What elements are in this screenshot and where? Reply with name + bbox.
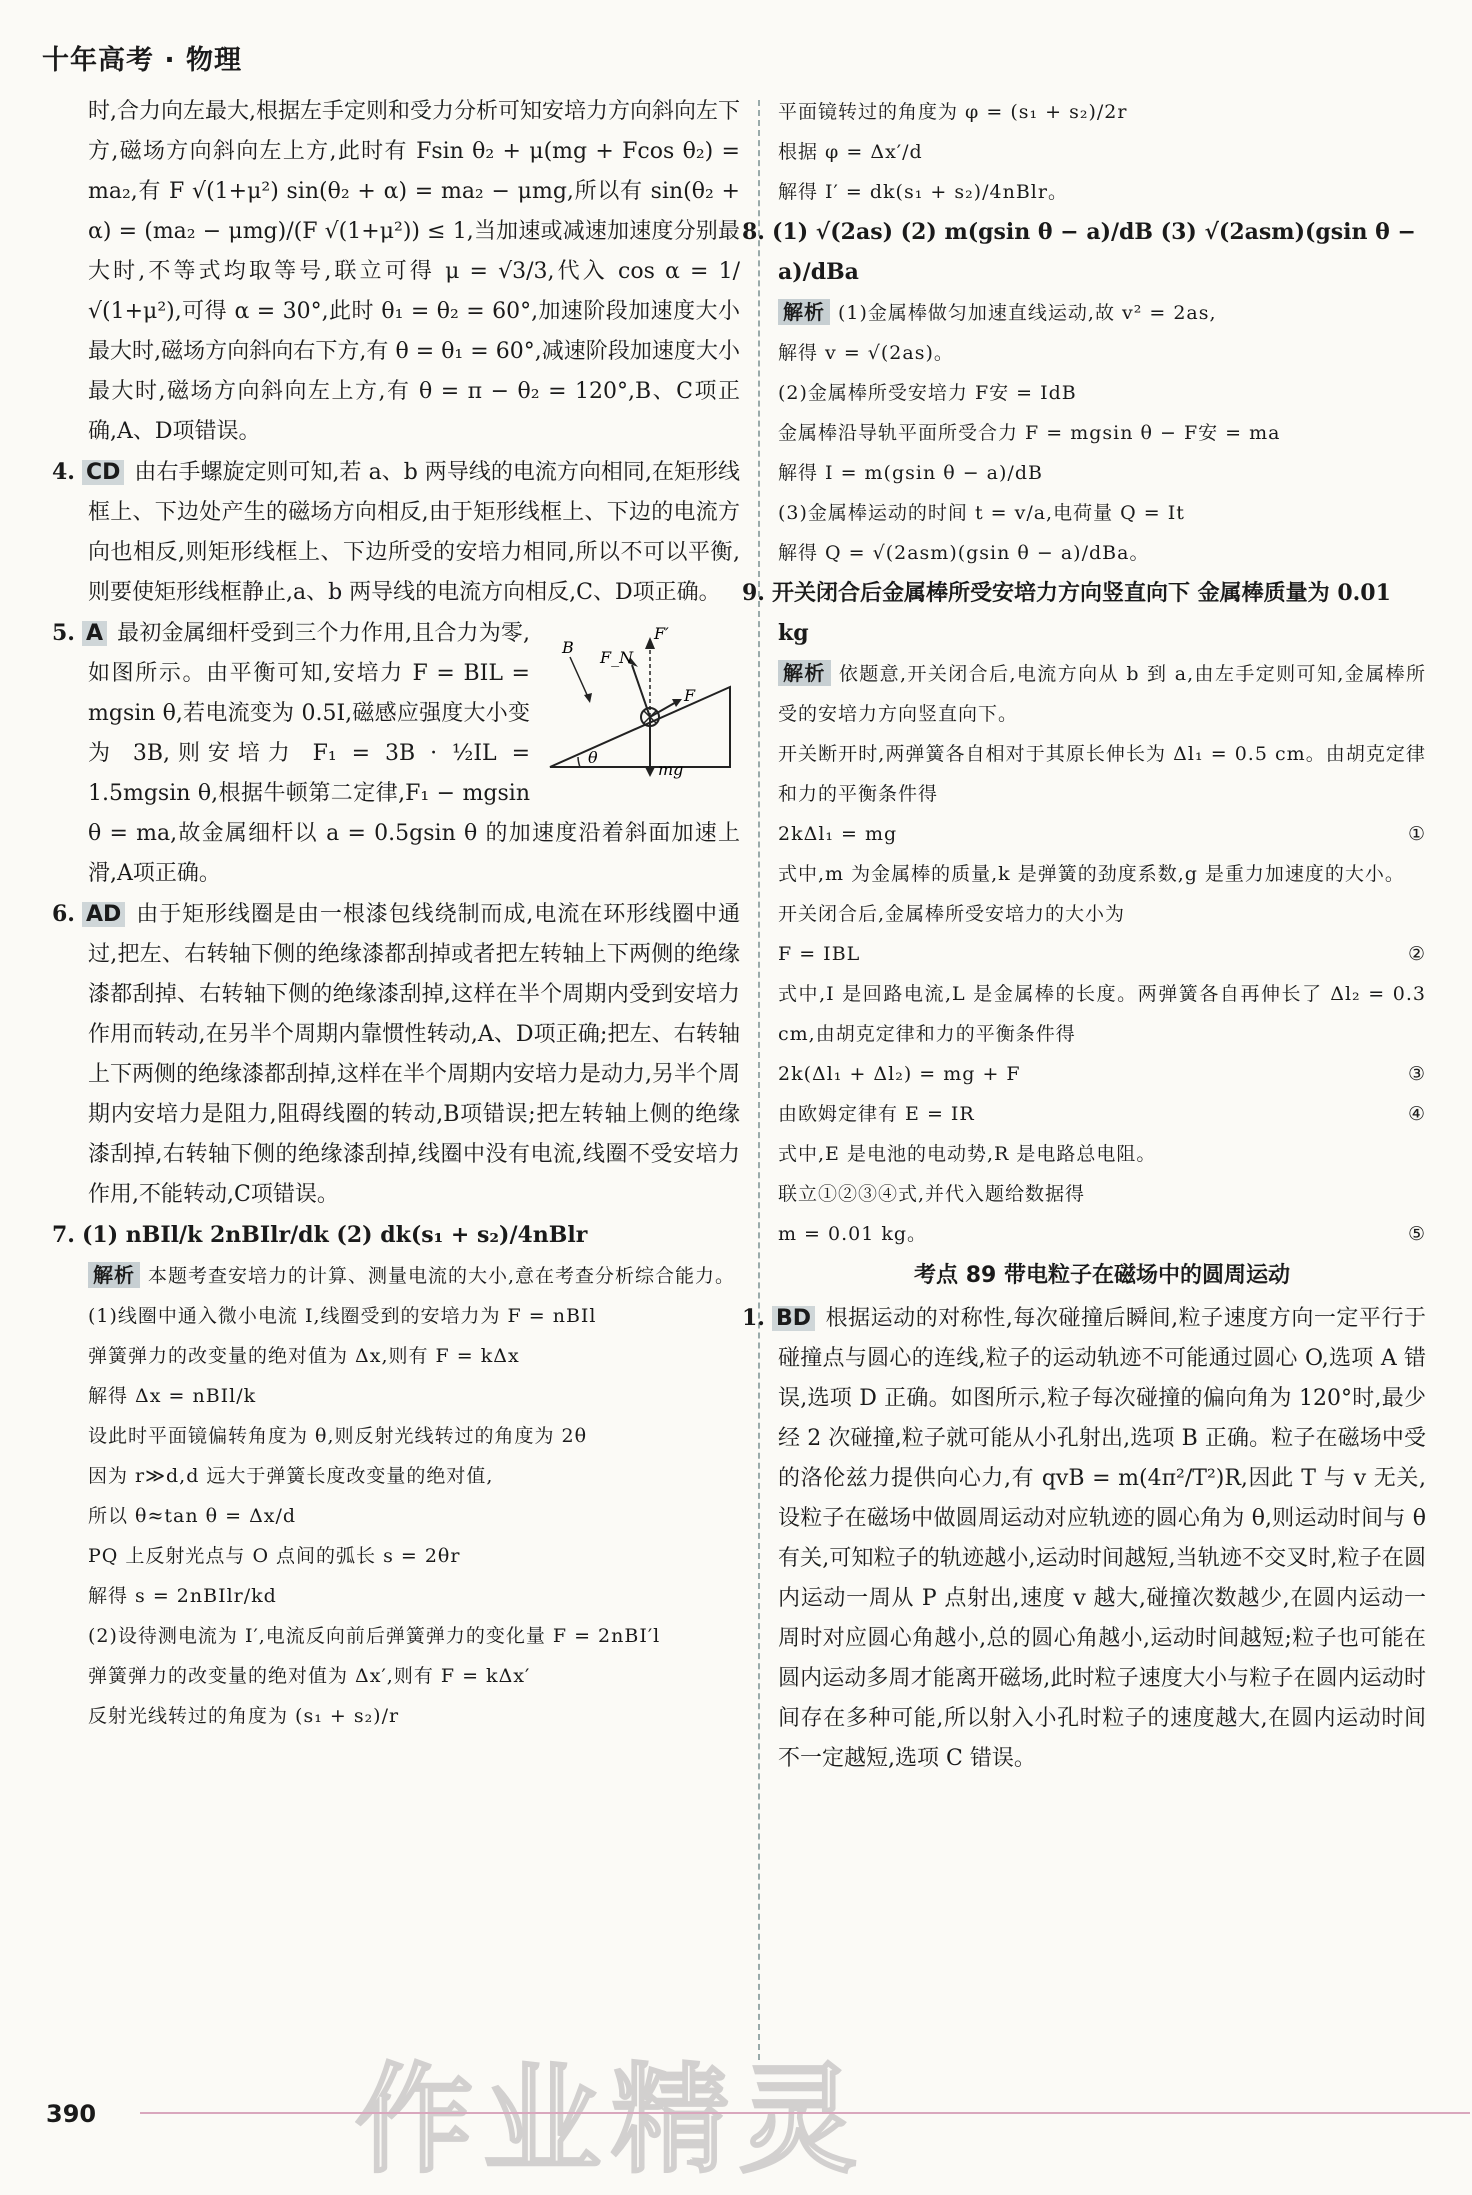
watermark: 作业精灵 [355, 2051, 868, 2189]
analysis-line: 开关闭合后,金属棒所受安培力的大小为 [778, 903, 1126, 925]
analysis-line: 式中,m 为金属棒的质量,k 是弹簧的劲度系数,g 是重力加速度的大小。 [778, 863, 1405, 885]
equation-line: 2k(Δl₁ + Δl₂) = mg + F ③ [778, 1054, 1426, 1094]
equation-line: F = IBL ② [778, 934, 1426, 974]
question-text: 最初金属细杆受到三个力作用,且合力为零,如图所示。由平衡可知,安培力 F = BIL = mgsin θ,若电流变为 0.5I,磁感应强度大小变为 3B,则安培力 F₁ = 3B · ½IL = 1.5mgsin θ,根据牛顿第二定律,F₁ − mgsin θ = ma,故金属细杆以 a = 0.5gsin θ 的加速度沿着斜面加速上滑,A项正确。 [88, 621, 740, 886]
intro-paragraph: 时,合力向左最大,根据左手定则和受力分析可知安培力方向斜向左下方,磁场方向斜向左上方,此时有 Fsin θ₂ + μ(mg + Fcos θ₂) = ma₂,有 F √(1+μ²) sin(θ₂ + α) = ma₂ − μmg,所以有 sin(θ₂ + α) = (ma₂ − μmg)/(F √(1+μ²)) ≤ 1,当加速或减速加速度分别最大时,不等式均取等号,联立可得 μ = √3/3,代入 cos α = 1/√(1+μ²),可得 α = 30°,此时 θ₁ = θ₂ = 60°,加速阶段加速度大小最大时,磁场方向斜向右下方,有 θ = θ₁ = 60°,减速阶段加速度大小最大时,磁场方向斜向左上方,有 θ = π − θ₂ = 120°,B、C项正确,A、D项错误。 [88, 99, 740, 444]
question-1 [742, 1298, 1426, 1779]
diagram-label-b: B [562, 638, 574, 657]
footer-rule [140, 2112, 1470, 2114]
question-text: 由于矩形线圈是由一根漆包线绕制而成,电流在环形线圈中通过,把左、右转轴下侧的绝缘漆都刮掉或者把左转轴上下两侧的绝缘漆都刮掉、右转轴下侧的绝缘漆刮掉,这样在半个周期内受到安培力作用而转动,在另半个周期内靠惯性转动,A、D项正确;把左、右转轴上下两侧的绝缘漆都刮掉,这样在半个周期内安培力是动力,另半个周期内安培力是阻力,阻碍线圈的转动,B项错误;把左转轴上侧的绝缘漆刮掉,右转轴下侧的绝缘漆刮掉,线圈中没有电流,线圈不受安培力作用,不能转动,C项错误。 [88, 902, 740, 1207]
question-9 [742, 573, 1426, 653]
analysis-line: 弹簧弹力的改变量的绝对值为 Δx,则有 F = kΔx [88, 1345, 520, 1367]
left-column [52, 92, 740, 1736]
diagram-label-mg: mg [658, 760, 684, 779]
question-number: 7. [52, 1222, 75, 1248]
question-text: 由右手螺旋定则可知,若 a、b 两导线的电流方向相同,在矩形线框上、下边处产生的磁场方向相反,由于矩形线框上、下边的电流方向也相反,则矩形线框上、下边所受的安培力相同,所以不可以平衡,则要使矩形线框静止,a、b 两导线的电流方向相反,C、D项正确。 [88, 460, 740, 605]
equation-line: 由欧姆定律有 E = IR ④ [778, 1094, 1426, 1134]
question-5 [52, 613, 740, 894]
right-column [742, 92, 1426, 1779]
equation-number: ① [1407, 823, 1426, 845]
analysis-line: 式中,E 是电池的电动势,R 是电路总电阻。 [778, 1143, 1157, 1165]
answer-text: 开关闭合后金属棒所受安培力方向竖直向下 金属棒质量为 0.01 kg [772, 580, 1391, 646]
analysis-line: 联立①②③④式,并代入题给数据得 [778, 1183, 1086, 1205]
analysis-line: 解析 (1)金属棒做匀加速直线运动,故 v² = 2as, [778, 292, 1426, 333]
analysis-line: 式中,I 是回路电流,L 是金属棒的长度。两弹簧各自再伸长了 Δl₂ = 0.3 cm,由胡克定律和力的平衡条件得 [778, 983, 1426, 1045]
analysis-line: 解析 本题考查安培力的计算、测量电流的大小,意在考查分析综合能力。 [88, 1255, 740, 1296]
page-number: 390 [46, 2100, 97, 2128]
answer-badge: BD [772, 1306, 815, 1331]
analysis-line: 设此时平面镜偏转角度为 θ,则反射光线转过的角度为 2θ [88, 1425, 588, 1447]
analysis-tag: 解析 [88, 1262, 140, 1288]
answer-badge: AD [82, 902, 125, 927]
analysis-line: 所以 θ≈tan θ = Δx/d [88, 1505, 297, 1527]
analysis-line: 解得 s = 2nBIlr/kd [88, 1585, 277, 1607]
answer-text: (1) nBIl/k 2nBIlr/dk (2) dk(s₁ + s₂)/4nBlr [82, 1222, 588, 1248]
question-7 [52, 1215, 740, 1255]
answer-text: (1) √(2as) (2) m(gsin θ − a)/dB (3) √(2asm)(gsin θ − a)/dBa [772, 219, 1416, 285]
question-number: 4. [52, 459, 75, 485]
column-divider [758, 100, 760, 2060]
equation-line: m = 0.01 kg。 ⑤ [778, 1214, 1426, 1254]
analysis-line: (3)金属棒运动的时间 t = v/a,电荷量 Q = It [778, 502, 1185, 524]
analysis-tag: 解析 [778, 299, 830, 325]
answer-badge: CD [82, 460, 124, 485]
question-8 [742, 212, 1426, 292]
analysis-line: 解得 I = m(gsin θ − a)/dB [778, 462, 1043, 484]
analysis-line: 解析 依题意,开关闭合后,电流方向从 b 到 a,由左手定则可知,金属棒所受的安培力方向竖直向下。 [778, 661, 1426, 725]
analysis-line: 金属棒沿导轨平面所受合力 F = mgsin θ − F安 = ma [778, 422, 1281, 444]
equation-number: ⑤ [1407, 1223, 1426, 1245]
incline-force-diagram [540, 617, 740, 787]
analysis-line: (2)设待测电流为 I′,电流反向前后弹簧弹力的变化量 F = 2nBI′l [88, 1625, 661, 1647]
analysis-line: 解得 Δx = nBIl/k [88, 1385, 257, 1407]
question-6 [52, 894, 740, 1215]
question-4 [52, 452, 740, 613]
analysis-line: 解得 I′ = dk(s₁ + s₂)/4nBlr。 [778, 181, 1068, 203]
equation-number: ④ [1407, 1103, 1426, 1125]
question-number: 1. [742, 1305, 765, 1331]
question-number: 5. [52, 620, 75, 646]
page-header-title: 十年高考 · 物理 [42, 45, 243, 76]
diagram-label-fn: F_N [600, 648, 634, 667]
diagram-label-f: F [684, 686, 696, 705]
analysis-line: 反射光线转过的角度为 (s₁ + s₂)/r [88, 1705, 400, 1727]
analysis-line: 弹簧弹力的改变量的绝对值为 Δx′,则有 F = kΔx′ [88, 1665, 531, 1687]
equation-number: ③ [1407, 1063, 1426, 1085]
equation-number: ② [1407, 943, 1426, 965]
analysis-line: (2)金属棒所受安培力 F安 = IdB [778, 382, 1077, 404]
analysis-line: 解得 Q = √(2asm)(gsin θ − a)/dBa。 [778, 542, 1150, 564]
analysis-line: 平面镜转过的角度为 φ = (s₁ + s₂)/2r [778, 101, 1128, 123]
question-number: 8. [742, 219, 765, 245]
diagram-label-theta: θ [588, 748, 598, 767]
section-heading: 考点 89 带电粒子在磁场中的圆周运动 [914, 1263, 1290, 1288]
analysis-line: 因为 r≫d,d 远大于弹簧长度改变量的绝对值, [88, 1465, 494, 1487]
equation-line: 2kΔl₁ = mg ① [778, 814, 1426, 854]
analysis-line: (1)线圈中通入微小电流 I,线圈受到的安培力为 F = nBIl [88, 1305, 597, 1327]
question-number: 6. [52, 901, 75, 927]
analysis-tag: 解析 [778, 660, 831, 686]
analysis-line: 根据 φ = Δx′/d [778, 141, 923, 163]
analysis-line: PQ 上反射光点与 O 点间的弧长 s = 2θr [88, 1545, 461, 1567]
diagram-label-fprime: F′ [654, 624, 669, 643]
question-number: 9. [742, 580, 765, 606]
analysis-line: 开关断开时,两弹簧各自相对于其原长伸长为 Δl₁ = 0.5 cm。由胡克定律和力的平衡条件得 [778, 743, 1426, 805]
question-text: 根据运动的对称性,每次碰撞后瞬间,粒子速度方向一定平行于碰撞点与圆心的连线,粒子的运动轨迹不可能通过圆心 O,选项 A 错误,选项 D 正确。如图所示,粒子每次碰撞的偏向角为 120°时,最少经 2 次碰撞,粒子就可能从小孔射出,选项 B 正确。粒子在磁场中受的洛伦兹力提供向心力,有 qvB = m(4π²/T²)R,因此 T 与 v 无关,设粒子在磁场中做圆周运动对应轨迹的圆心角为 θ,则运动时间与 θ 有关,可知粒子的轨迹越小,运动时间越短,当轨迹不交叉时,粒子在圆内运动一周从 P 点射出,速度 v 越大,碰撞次数越少,在圆内运动一周时对应圆心角越小,总的圆心角越小,运动时间越短;粒子也可能在圆内运动多周才能离开磁场,此时粒子速度大小与粒子在圆内运动时间存在多种可能,所以射入小孔时粒子的速度越大,在圆内运动时间不一定越短,选项 C 错误。 [778, 1306, 1426, 1771]
answer-badge: A [82, 621, 107, 646]
analysis-line: 解得 v = √(2as)。 [778, 342, 954, 364]
